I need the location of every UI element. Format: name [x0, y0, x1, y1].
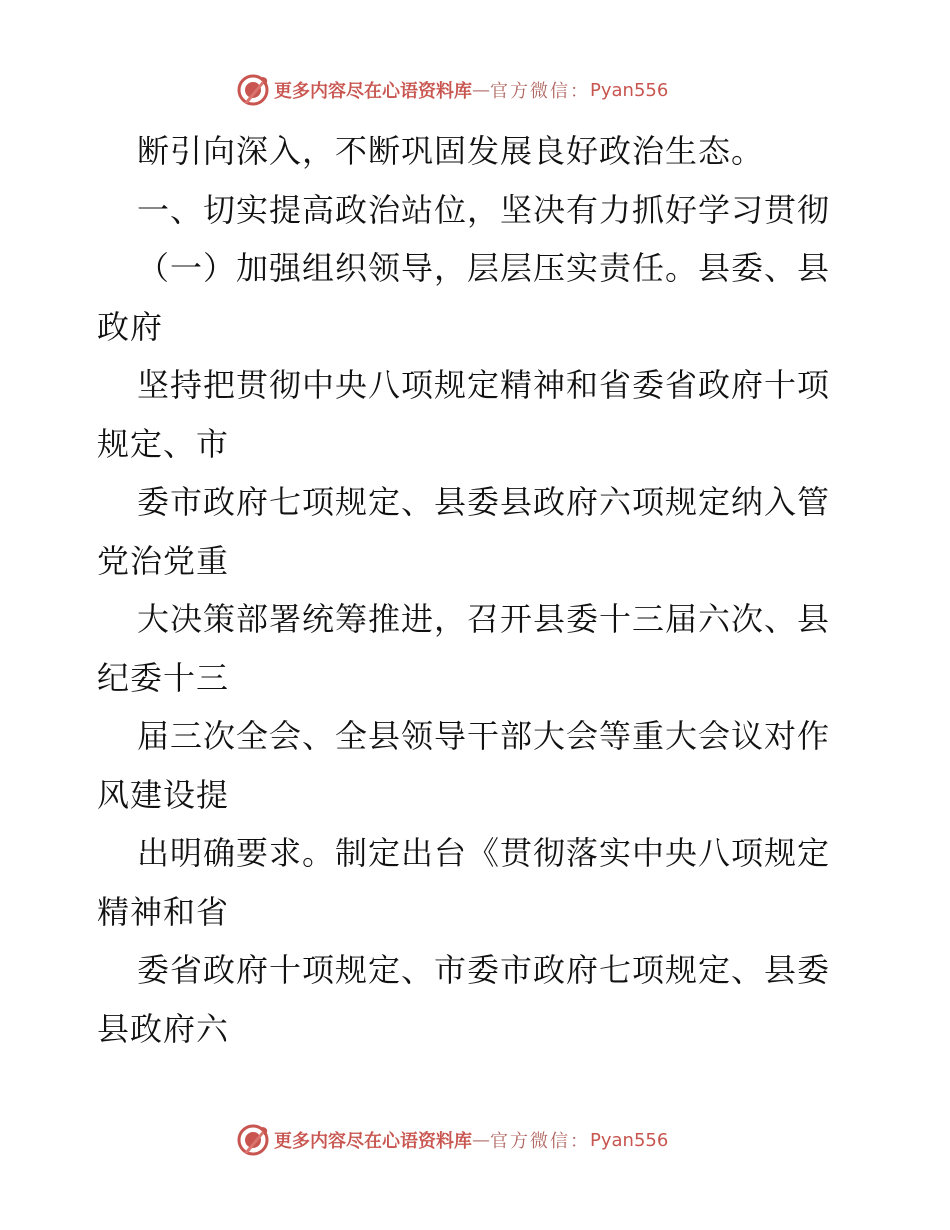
text-line: 出明确要求。制定出台《贯彻落实中央八项规定 [137, 834, 831, 872]
document-body [97, 122, 857, 1058]
watermark-brand: 更多内容尽在心语资料库 [274, 81, 472, 102]
text-line: 风建设提 [97, 775, 230, 814]
quill-logo-icon [236, 73, 270, 107]
text-line: 委省政府十项规定、市委市政府七项规定、县委 [137, 951, 831, 989]
text-line: 届三次全会、全县领导干部大会等重大会议对作 [137, 717, 831, 755]
text-line: 纪委十三 [97, 658, 230, 697]
text-line: 委市政府七项规定、县委县政府六项规定纳入管 [137, 483, 831, 521]
watermark-wechat-id: Pyan556 [590, 1129, 669, 1151]
text-line: 党治党重 [97, 541, 230, 580]
text-line: （一）加强组织领导，层层压实责任。县委、县 [137, 249, 831, 287]
header-watermark [236, 73, 668, 107]
text-line: 大决策部署统筹推进，召开县委十三届六次、县 [137, 600, 831, 638]
text-line: 一、切实提高政治站位，坚决有力抓好学习贯彻 [137, 190, 831, 229]
text-line: 坚持把贯彻中央八项规定精神和省委省政府十项 [137, 366, 831, 404]
watermark-brand: 更多内容尽在心语资料库 [274, 1131, 472, 1152]
watermark-wechat-id: Pyan556 [590, 79, 669, 101]
watermark-dash: — [472, 1129, 490, 1151]
text-line: 断引向深入，不断巩固发展良好政治生态。 [137, 132, 765, 170]
text-line: 政府 [97, 307, 164, 346]
quill-logo-icon [236, 1123, 270, 1157]
watermark-official-label: 官方微信： [490, 81, 590, 102]
text-line: 精神和省 [97, 892, 230, 931]
watermark-official-label: 官方微信： [490, 1131, 590, 1152]
text-line: 规定、市 [97, 424, 230, 463]
text-line: 县政府六 [97, 1009, 230, 1048]
footer-watermark [236, 1123, 668, 1157]
watermark-dash: — [472, 79, 490, 101]
